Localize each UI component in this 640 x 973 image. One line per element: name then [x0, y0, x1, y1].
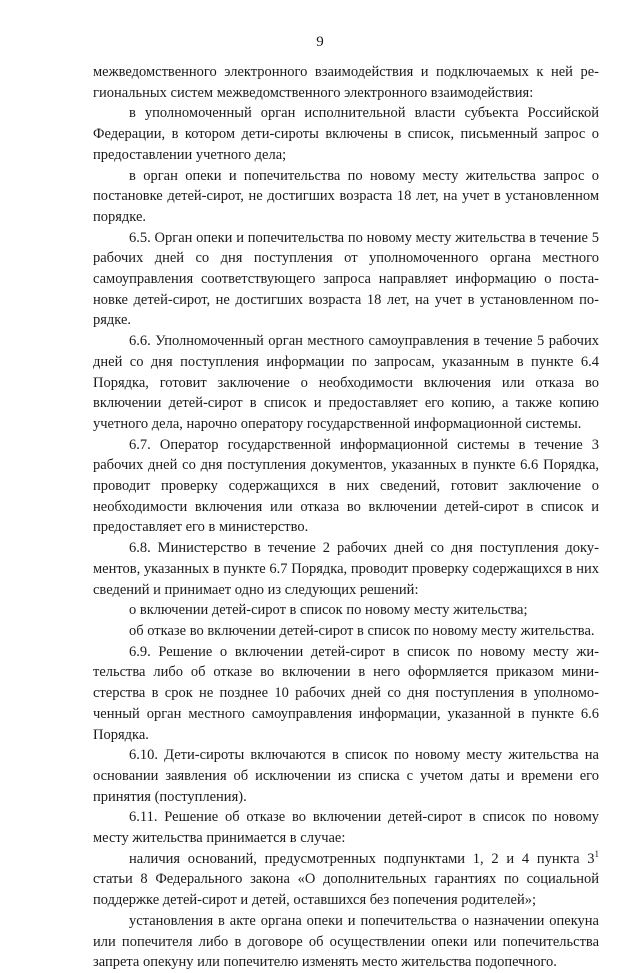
- paragraph-decision-refuse: об отказе во включении детей-сирот в список по новому месту жительства.: [129, 622, 595, 639]
- grounds-text-end: статьи 8 Федерального закона «О дополнительных гарантиях по социальной поддержке детей-сирот и детей, оставшихся без попечения родителей»;: [93, 871, 599, 909]
- paragraph-request-authority: в уполномоченный орган исполнительной власти субъекта Российской Федерации, в котором дети-сироты включены в список, письменный запрос о предоставлении учетного дела;: [93, 105, 599, 163]
- paragraph-6-8: 6.8. Министерство в течение 2 рабочих дней со дня поступления документов, указанных в пункте 6.7 Порядка, проводит проверку содержащихся в них сведений и принимает одно из следующих решений:: [93, 540, 599, 598]
- superscript-marker: 1: [594, 848, 599, 859]
- paragraph-6-9: 6.9. Решение о включении детей-сирот в список по новому месту жительства либо об отказе во включении в него оформляется приказом министерства в срок не позднее 10 рабочих дней со дня поступления в уполномоченный орган местного самоуправления информации, указанной в пункте 6.6 Порядка.: [93, 643, 599, 743]
- paragraph-6-10: 6.10. Дети-сироты включаются в список по новому месту жительства на основании заявления об исключении из списка с учетом даты и времени его принятия (поступления).: [93, 747, 599, 805]
- paragraph-continuation: межведомственного электронного взаимодействия и подключаемых к ней региональных систем межведомственного электронного взаимодействия:: [93, 64, 599, 101]
- paragraph-6-5: 6.5. Орган опеки и попечительства по новому месту жительства в течение 5 рабочих дней со дня поступления от уполномоченного органа местного самоуправления соответствующего запроса направляет информацию о постановке детей-сирот, не достигших возраста 18 лет, на учет в установленном порядке.: [93, 229, 599, 329]
- page-number: 9: [316, 34, 324, 50]
- paragraph-request-guardianship: в орган опеки и попечительства по новому месту жительства запрос о постановке детей-сирот, не достигших возраста 18 лет, на учет в установленном порядке.: [93, 167, 599, 225]
- paragraph-guardian-prohibition: установления в акте органа опеки и попечительства о назначении опекуна или попечителя либо в договоре об осуществлении опеки или попечительства запрета опекуну или попечителю изменять место жительства подопечного.: [93, 912, 599, 971]
- paragraph-6-7: 6.7. Оператор государственной информационной системы в течение 3 рабочих дней со дня поступления документов, указанных в пункте 6.6 Порядка, проводит проверку содержащихся в них сведений, готовит заключение о необходимости включения или отказа во включении детей-сирот в список и предоставляет его в министерство.: [93, 436, 599, 536]
- grounds-text-start: наличия оснований, предусмотренных подпунктами 1, 2 и 4 пункта 3: [129, 850, 595, 867]
- document-body: [93, 62, 599, 973]
- paragraph-grounds: [93, 849, 599, 911]
- paragraph-6-11: 6.11. Решение об отказе во включении детей-сирот в список по новому месту жительства принимается в случае:: [93, 809, 599, 847]
- paragraph-decision-include: о включении детей-сирот в список по новому месту жительства;: [129, 602, 528, 619]
- paragraph-6-6: 6.6. Уполномоченный орган местного самоуправления в течение 5 рабочих дней со дня поступления информации по запросам, указанным в пункте 6.4 Порядка, готовит заключение о необходимости включения или отказа во включении детей-сирот в список и предоставляет его копию, а также копию учетного дела, нарочно оператору государственной информационной системы.: [93, 333, 599, 432]
